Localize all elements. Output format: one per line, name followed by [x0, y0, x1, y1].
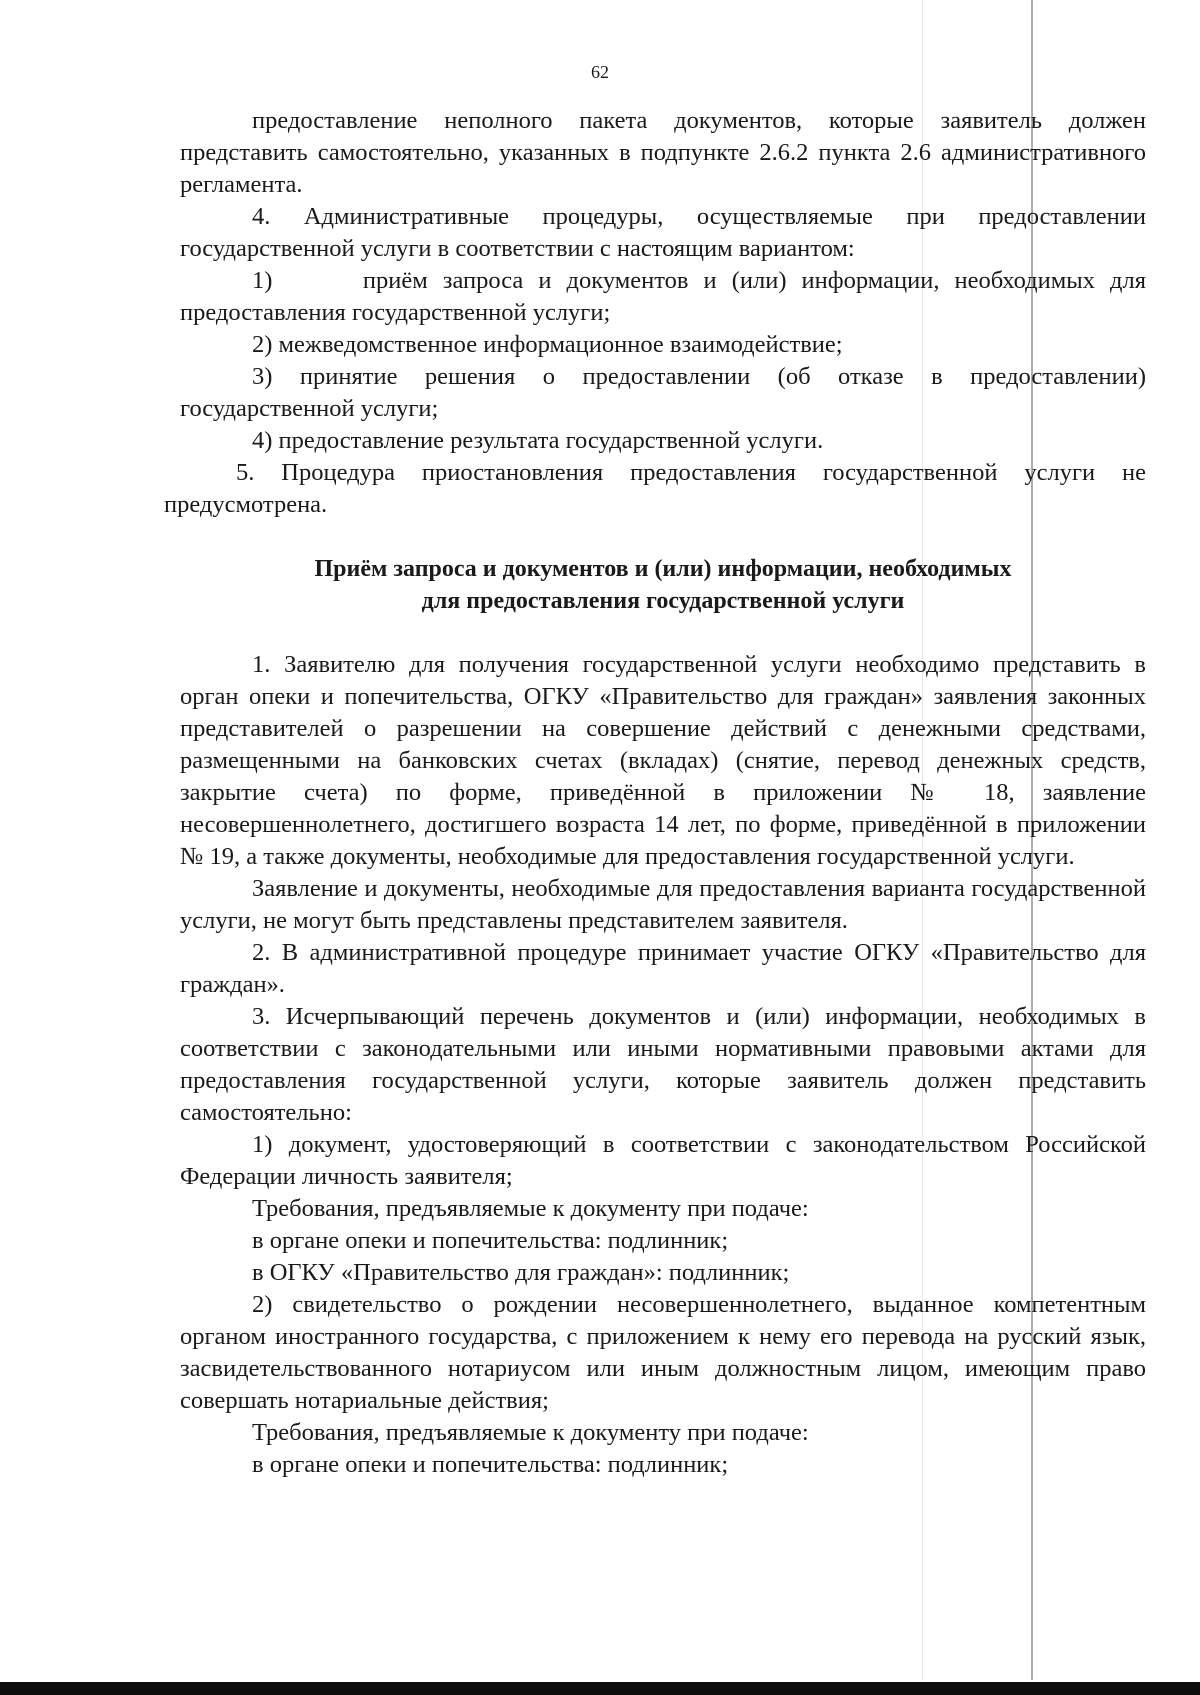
paragraph: 1) документ, удостоверяющий в соответствии с законодательством Российской Федерации личность заявителя; — [180, 1131, 1146, 1190]
scan-bottom-border — [0, 1682, 1200, 1695]
paragraph: 3. Исчерпывающий перечень документов и (или) информации, необходимых в соответствии с законодательными или иными нормативными правовыми актами для предоставления государственной услуги, которые заявитель должен представить самостоятельно: — [180, 1003, 1146, 1126]
section-heading-line: для предоставления государственной услуги — [421, 588, 905, 614]
paragraph: 2) межведомственное информационное взаимодействие; — [252, 331, 843, 358]
page-number: 62 — [591, 62, 609, 82]
document-body — [164, 105, 1153, 1481]
paragraph: 4) предоставление результата государственной услуги. — [252, 427, 824, 454]
paragraph: 2) свидетельство о рождении несовершеннолетнего, выданное компетентным органом иностранного государства, с приложением к нему его перевода на русский язык, засвидетельствованного нотариусом или иным должностным лицом, имеющим право совершать нотариальные действия; — [180, 1291, 1146, 1414]
paragraph: 3) принятие решения о предоставлении (об отказе в предоставлении) государственной услуги; — [180, 363, 1146, 422]
paragraph: Требования, предъявляемые к документу при подаче: — [252, 1195, 809, 1222]
section-heading-line: Приём запроса и документов и (или) информации, необходимых — [314, 556, 1012, 582]
paragraph: 1) приём запроса и документов и (или) информации, необходимых для предоставления государственной услуги; — [180, 267, 1153, 326]
paragraph: 5. Процедура приостановления предоставления государственной услуги не предусмотрена. — [164, 459, 1146, 518]
section-heading — [180, 553, 1146, 617]
paragraph: Требования, предъявляемые к документу при подаче: — [252, 1419, 809, 1446]
paragraph: 1. Заявителю для получения государственной услуги необходимо представить в орган опеки и попечительства, ОГКУ «Правительство для граждан» заявления законных представителей о разрешении на совершение действий с денежными средствами, размещенными на банковских счетах (вкладах) (снятие, перевод денежных средств, закрытие счета) по форме, приведённой в приложении № 18, заявление несовершеннолетнего, достигшего возраста 14 лет, по форме, приведённой в приложении № 19, а также документы, необходимые для предоставления государственной услуги. — [180, 651, 1146, 870]
paragraph: в органе опеки и попечительства: подлинник; — [252, 1227, 729, 1254]
paragraph: Заявление и документы, необходимые для предоставления варианта государственной услуги, не могут быть представлены представителем заявителя. — [180, 875, 1146, 934]
paragraph: в ОГКУ «Правительство для граждан»: подлинник; — [252, 1259, 790, 1286]
paragraph: предоставление неполного пакета документов, которые заявитель должен представить самостоятельно, указанных в подпункте 2.6.2 пункта 2.6 административного регламента. — [180, 107, 1146, 198]
paragraph: 2. В административной процедуре принимает участие ОГКУ «Правительство для граждан». — [180, 939, 1146, 998]
paragraph: 4. Административные процедуры, осуществляемые при предоставлении государственной услуги в соответствии с настоящим вариантом: — [180, 203, 1146, 262]
paragraph: в органе опеки и попечительства: подлинник; — [252, 1451, 729, 1478]
